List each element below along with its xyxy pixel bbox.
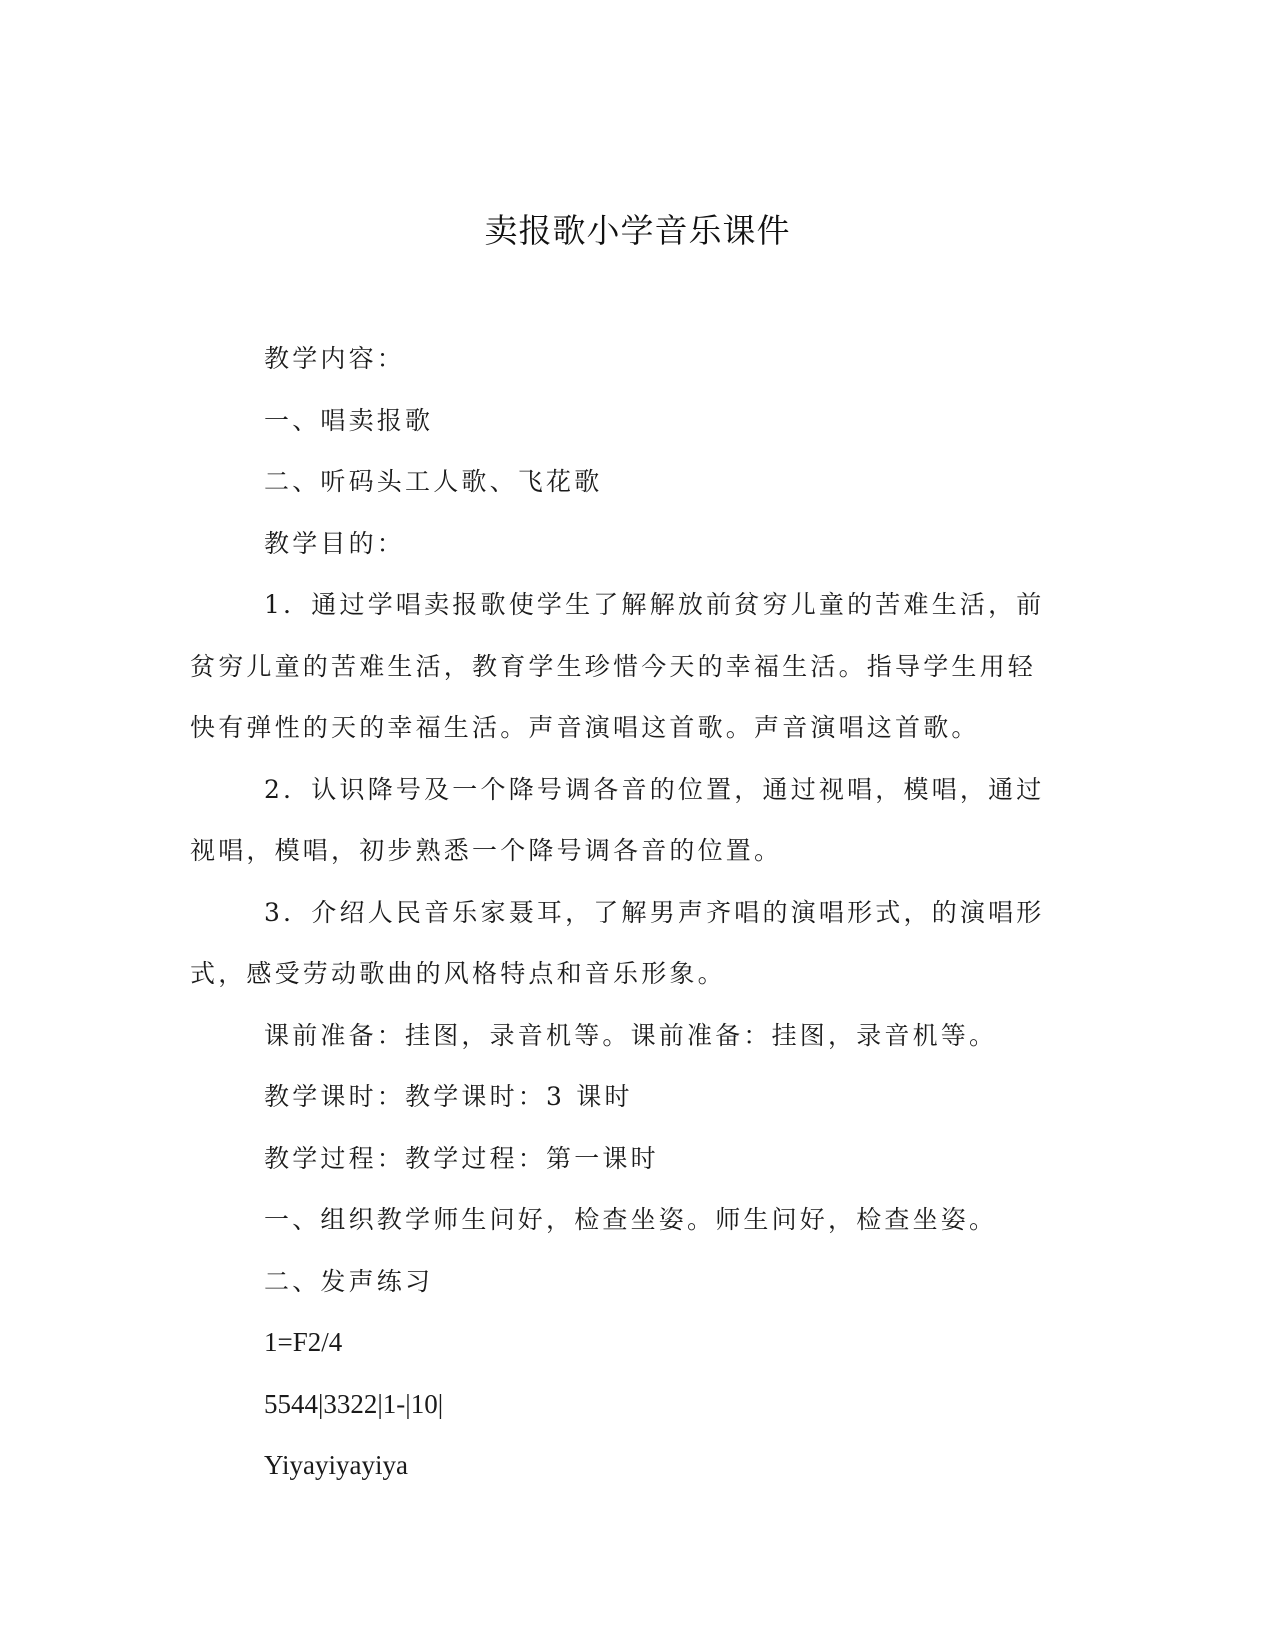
section-heading-goals: 教学目的： — [264, 528, 406, 558]
goal-paragraph-1: 1．通过学唱卖报歌使学生了解解放前贫穷儿童的苦难生活，前贫穷儿童的苦难生活，教育学生珍惜今天的幸福生活。指导学生用轻快有弹性的天的幸福生活。声音演唱这首歌。声音演唱这首歌。 — [190, 590, 1045, 742]
key-signature-line: 1=F2/4 — [264, 1327, 343, 1357]
content-item-1: 一、唱卖报歌 — [264, 405, 434, 435]
document-body — [190, 328, 1062, 1497]
document-title: 卖报歌小学音乐课件 — [484, 211, 791, 250]
process-step-1: 一、组织教学师生问好，检查坐姿。师生问好，检查坐姿。 — [264, 1205, 998, 1234]
notation-line: 5544|3322|1-|10| — [264, 1388, 444, 1419]
goal-paragraph-2: 2．认识降号及一个降号调各音的位置，通过视唱，模唱，通过视唱，模唱，初步熟悉一个降号调各音的位置。 — [190, 774, 1045, 865]
preparation-line: 课前准备：挂图，录音机等。课前准备：挂图，录音机等。 — [264, 1020, 998, 1050]
section-heading-content: 教学内容： — [264, 344, 406, 373]
content-item-2: 二、听码头工人歌、飞花歌 — [264, 467, 603, 496]
class-hours-line: 教学课时：教学课时：3 课时 — [264, 1082, 633, 1111]
process-step-2: 二、发声练习 — [264, 1266, 434, 1296]
goal-paragraph-3: 3．介绍人民音乐家聂耳，了解男声齐唱的演唱形式，的演唱形式，感受劳动歌曲的风格特点和音乐形象。 — [190, 897, 1045, 988]
process-line: 教学过程：教学过程：第一课时 — [264, 1143, 659, 1173]
syllable-line: Yiyayiyayiya — [264, 1450, 408, 1480]
